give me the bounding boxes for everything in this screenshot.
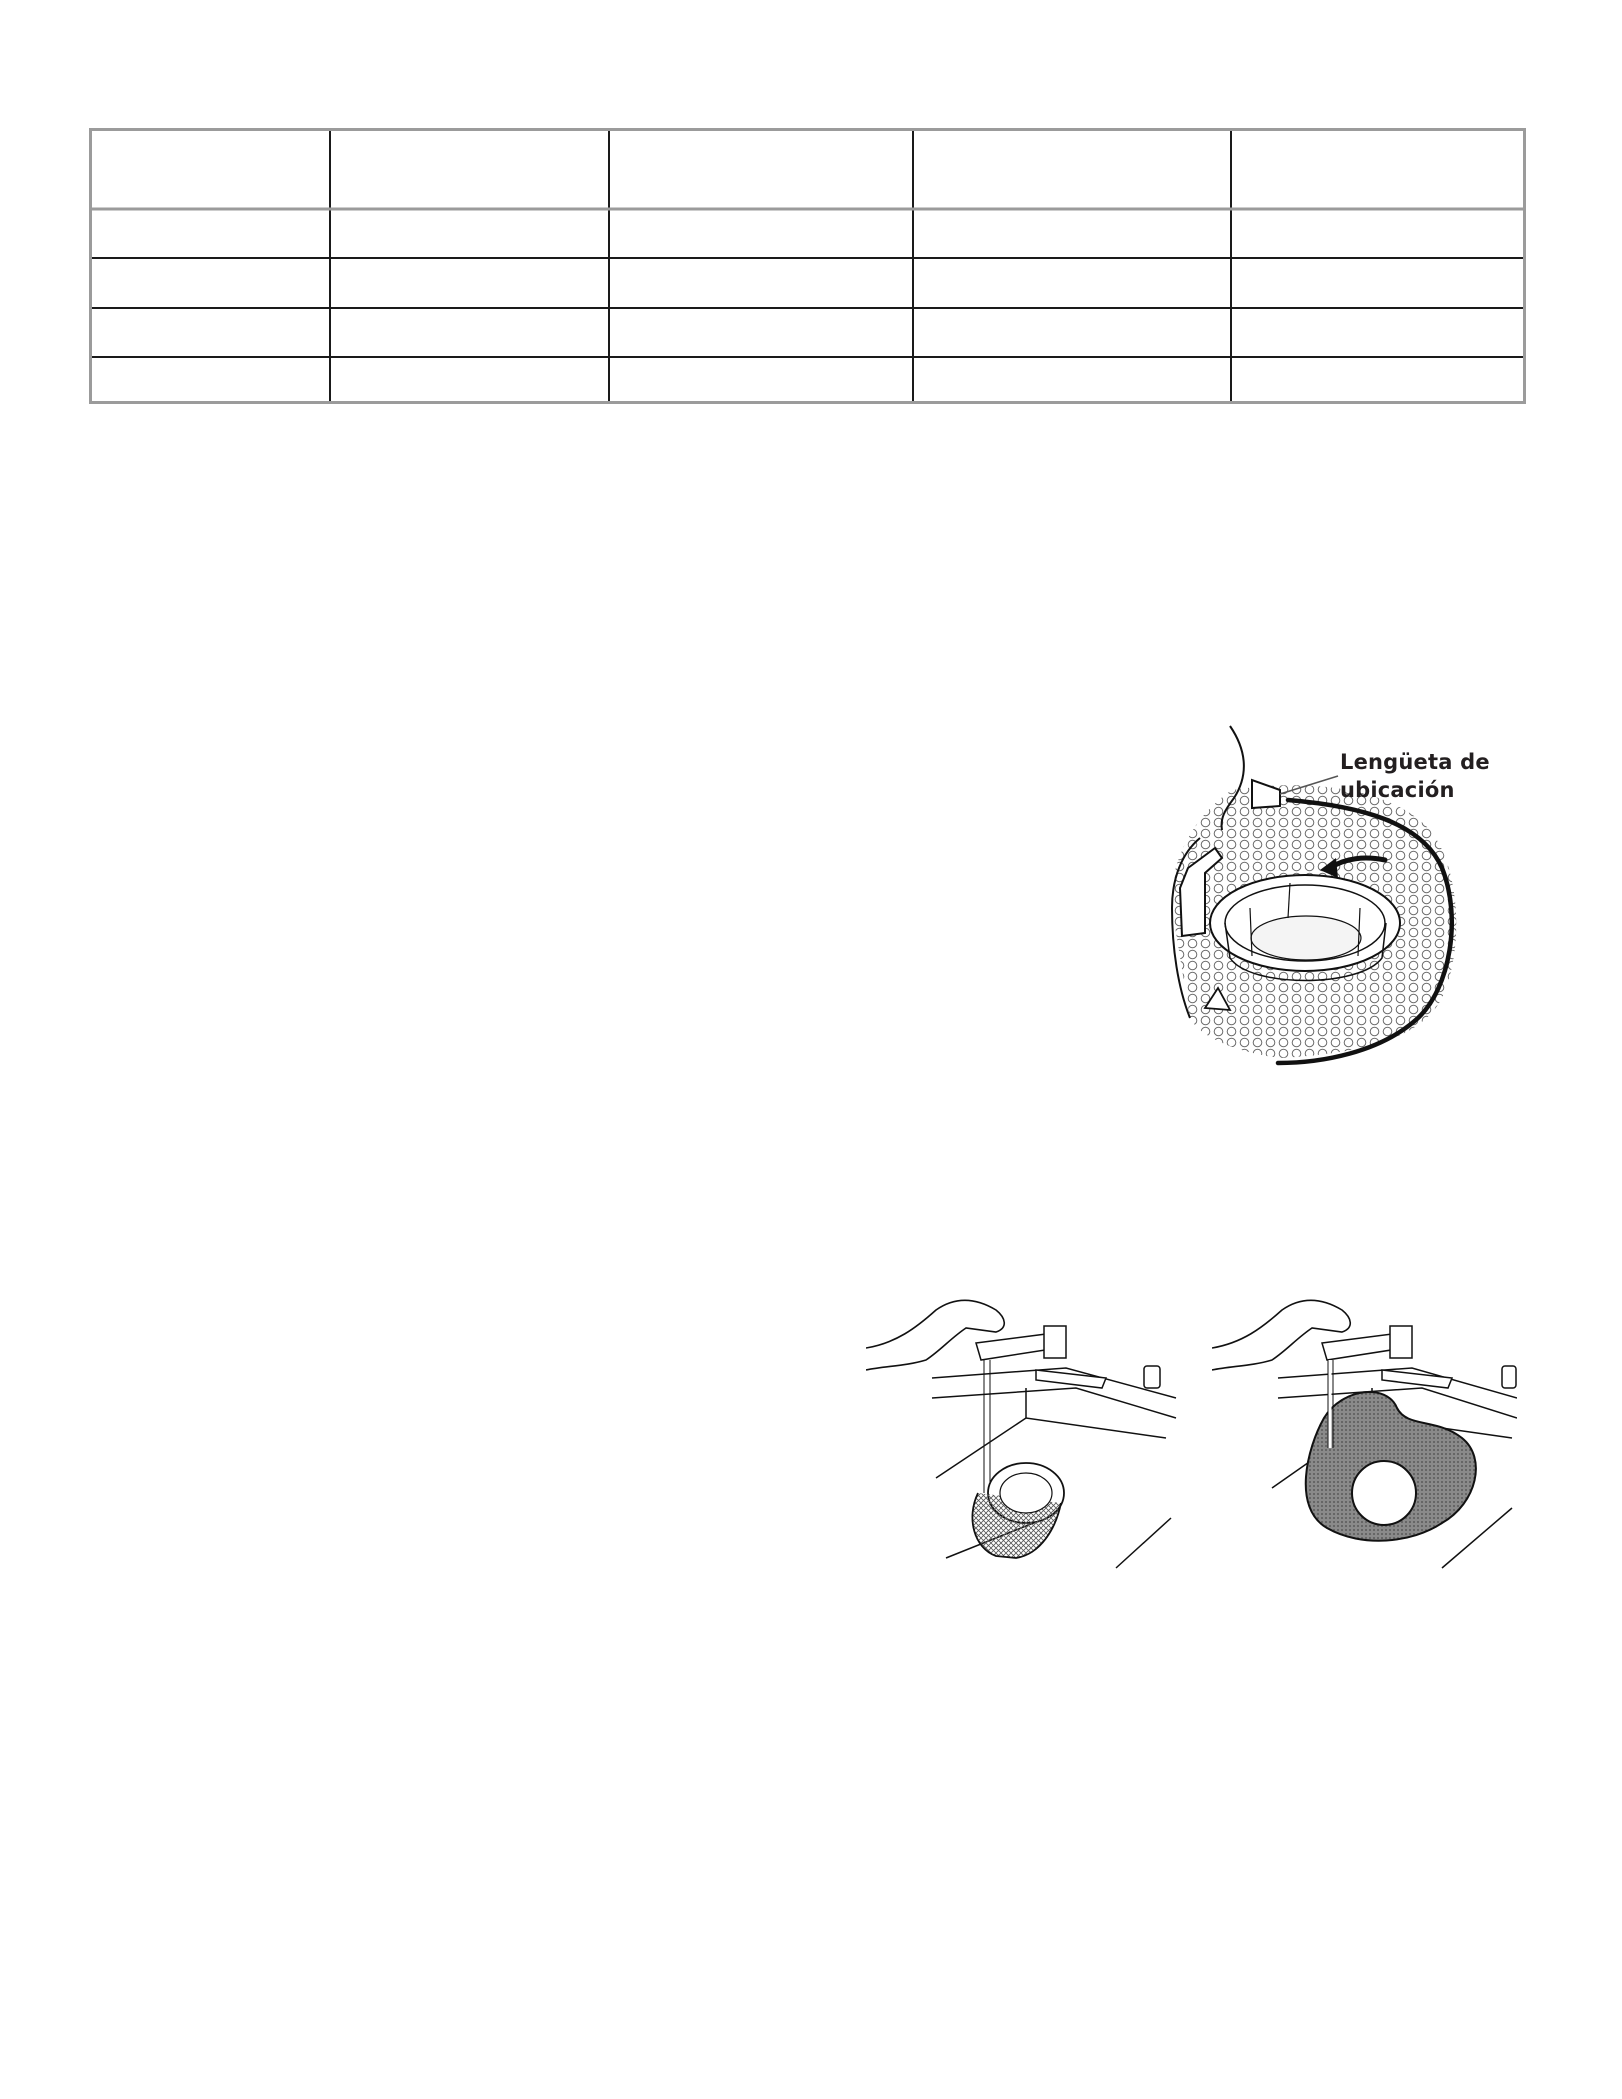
soap-dispenser (1144, 1366, 1160, 1388)
rinse-flat-filter-illustration (1212, 1288, 1517, 1588)
soap-dispenser (1502, 1366, 1516, 1388)
callout-line-1: Lengüeta de (1340, 750, 1490, 774)
sink-back-wall (936, 1418, 1166, 1478)
specification-table (89, 128, 1526, 404)
rinse-cylinder-filter-illustration (866, 1288, 1186, 1588)
sink-floor-line (1116, 1518, 1171, 1568)
flat-filter-hole (1352, 1461, 1416, 1525)
sink-rim (932, 1388, 1176, 1418)
cylinder-filter-opening (1000, 1473, 1052, 1513)
locating-tab (1252, 780, 1280, 808)
callout-line-2: ubicación (1340, 778, 1455, 802)
faucet-plate (1382, 1370, 1452, 1388)
sink-floor-line (1442, 1508, 1512, 1568)
sink-drawing-2 (1212, 1288, 1517, 1588)
sink-drawing-1 (866, 1288, 1186, 1588)
filter-dome (1251, 916, 1361, 960)
faucet-base (1390, 1326, 1412, 1358)
locating-tab-callout (1340, 748, 1490, 804)
table-grid-lines (92, 131, 1523, 401)
faucet-base (1044, 1326, 1066, 1358)
faucet-plate (1036, 1370, 1106, 1388)
